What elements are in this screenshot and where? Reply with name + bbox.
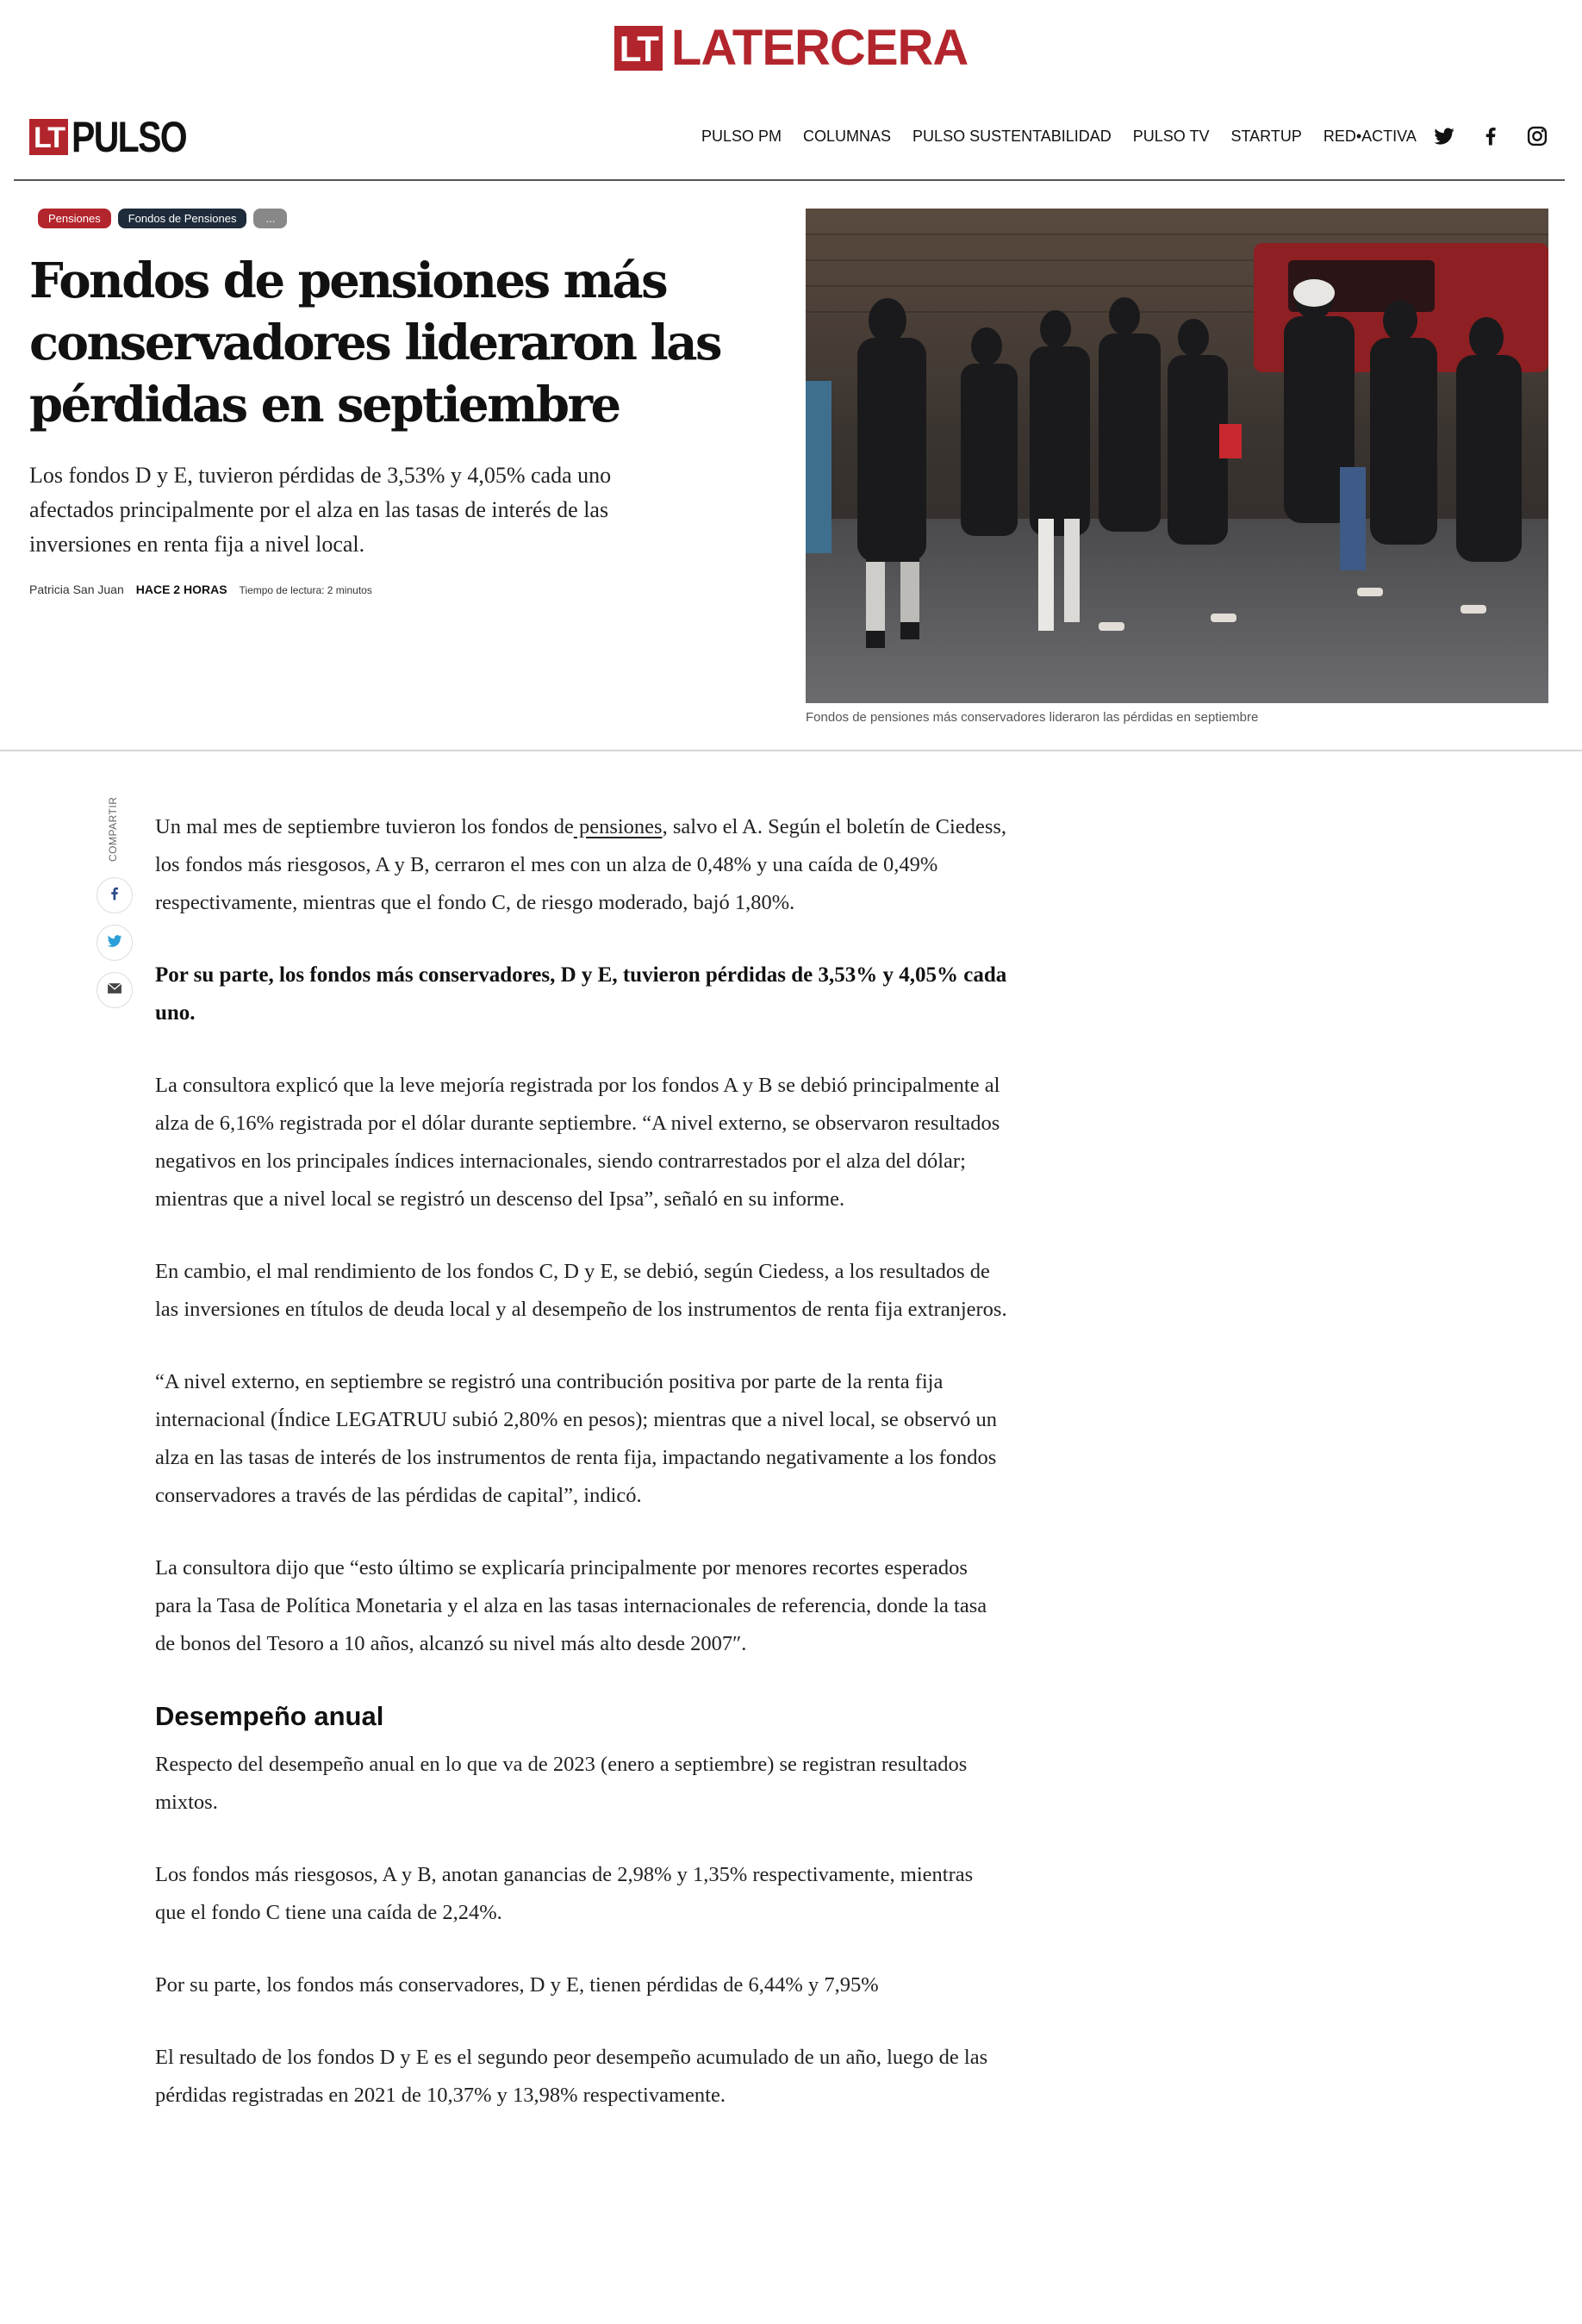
social-links [1432,124,1549,148]
share-label: COMPARTIR [107,796,119,862]
paragraph-text: Un mal mes de septiembre tuvieron los fondos de [155,815,574,838]
share-facebook-button[interactable] [97,877,133,913]
latercera-logo[interactable] [614,20,969,76]
article-paragraph: El resultado de los fondos D y E es el segundo peor desempeño acumulado de un año, luego de las pérdidas registradas en 2021 de 10,37% y 13,98% respectivamente. [155,2046,988,2107]
tag-fondos-de-pensiones[interactable]: Fondos de Pensiones [118,209,247,228]
share-twitter-button[interactable] [97,925,133,961]
site-header [0,0,1582,97]
article-paragraph: En cambio, el mal rendimiento de los fondos C, D y E, se debió, según Ciedess, a los resultados de las inversiones en títulos de deuda local y al desempeño de los instrumentos de renta fija extranjeros. [155,1260,1007,1321]
article-paragraph [155,808,1008,922]
article-paragraph: Por su parte, los fondos más conservadores, D y E, tienen pérdidas de 6,44% y 7,95% [155,1973,879,1997]
hero-photo [806,209,1548,703]
nav-item-pulso-tv[interactable]: PULSO TV [1132,128,1210,145]
tag-more[interactable]: ... [253,209,287,228]
article-paragraph: La consultora explicó que la leve mejoría registrada por los fondos A y B se debió principalmente al alza de 6,16% registrada por el dólar durante septiembre. “A nivel externo, se observaron resultados negativos en los principales índices internacionales, siendo contrarrestados por el alza del dólar; mientras que a nivel local se registró un descenso del Ipsa”, señaló en su informe. [155,1074,1000,1211]
facebook-icon [106,885,123,907]
publish-time: HACE 2 HORAS [135,583,227,596]
article-paragraph: “A nivel externo, en septiembre se registró una contribución positiva por parte de la renta fija internacional (Índice LEGATRUU subió 2,80% en pesos); mientras que a nivel local, se observó un alza en las tasas de interés de los instrumentos de renta fija, impactando negativamente a los fondos conservadores a través de las pérdidas de capital”, indicó. [155,1370,998,1507]
twitter-icon[interactable] [1432,124,1456,148]
article-highlight-paragraph: Por su parte, los fondos más conservadores, D y E, tuvieron pérdidas de 3,53% y 4,05% cada uno. [155,963,1007,1025]
tag-list [38,209,287,228]
facebook-icon[interactable] [1479,124,1503,148]
author-name[interactable]: Patricia San Juan [29,583,124,596]
nav-menu [701,128,1438,146]
tag-pensiones[interactable]: Pensiones [38,209,111,228]
article-subheading: Desempeño anual [155,1701,384,1731]
article-byline [29,583,372,596]
pulso-logo-mark: LT [29,119,68,155]
article-paragraph: Respecto del desempeño anual en lo que va de 2023 (enero a septiembre) se registran resultados mixtos. [155,1753,968,1814]
share-email-button[interactable] [97,972,133,1008]
reading-time: Tiempo de lectura: 2 minutos [239,584,372,596]
article-hero [0,181,1582,751]
article-paragraph: La consultora dijo que “esto último se explicaría principalmente por menores recortes esperados para la Tasa de Política Monetaria y el alza en las tasas internacionales de referencia, donde la tasa de bonos del Tesoro a 10 años, alcanzó su nivel más alto desde 2007″. [155,1556,987,1655]
section-nav-bar [14,105,1565,181]
photo-caption: Fondos de pensiones más conservadores lideraron las pérdidas en septiembre [806,710,1259,725]
article-paragraph: Los fondos más riesgosos, A y B, anotan ganancias de 2,98% y 1,35% respectivamente, mientras que el fondo C tiene una caída de 2,24%. [155,1863,974,1924]
instagram-icon[interactable] [1525,124,1549,148]
nav-item-pulso-sustentabilidad[interactable]: PULSO SUSTENTABILIDAD [912,128,1112,145]
pulso-logo-text: PULSO [72,113,187,161]
nav-item-pulso-pm[interactable]: PULSO PM [701,128,782,145]
latercera-logo-mark: LT [614,26,663,71]
article-lead: Los fondos D y E, tuvieron pérdidas de 3,53% y 4,05% cada uno afectados principalmente por el alza en las tasas de interés de las inversiones en renta fija a nivel local. [29,463,612,557]
email-icon [106,980,123,1001]
paragraph-text: , salvo el A. Según el boletín de Ciedess, los fondos más riesgosos, A y B, cerraron el mes con un alza de 0,48% y una caída de 0,49% respectivamente, mientras que el fondo C, de riesgo moderado, bajó 1,80%. [155,815,1007,914]
article-headline: Fondos de pensiones más conservadores lideraron las pérdidas en septiembre [29,252,721,433]
twitter-icon [106,932,123,954]
nav-item-columnas[interactable]: COLUMNAS [803,128,892,145]
article-body [155,808,1008,2149]
pulso-logo[interactable] [29,115,211,159]
nav-item-startup[interactable]: STARTUP [1230,128,1302,145]
latercera-logo-text: LATERCERA [670,20,969,76]
pensiones-link[interactable]: pensiones [573,815,663,838]
nav-item-red-activa[interactable]: RED•ACTIVA [1323,128,1417,145]
